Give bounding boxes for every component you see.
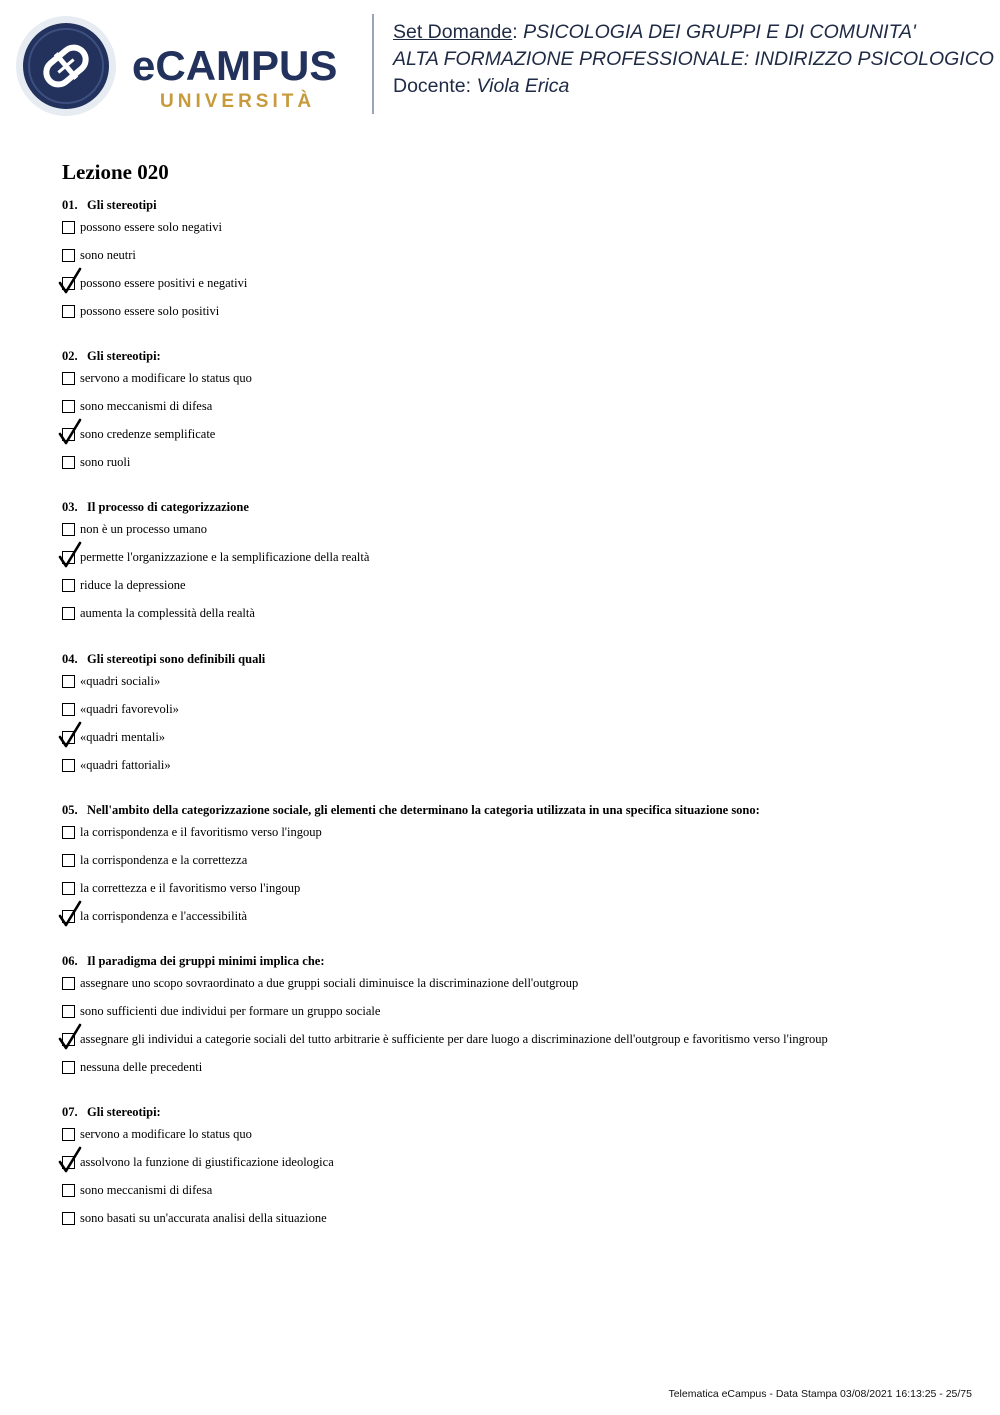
answer-option[interactable] <box>62 999 982 1027</box>
logo-subtext: UNIVERSITÀ <box>160 91 316 112</box>
answer-label: aumenta la complessità della realtà <box>80 606 255 621</box>
answer-option[interactable] <box>62 904 982 932</box>
answer-checkbox[interactable] <box>62 305 75 318</box>
question-label: Gli stereotipi: <box>87 349 161 364</box>
question-label: Il paradigma dei gruppi minimi implica che: <box>87 954 325 968</box>
question-number: 01. <box>62 198 78 212</box>
set-value: PSICOLOGIA DEI GRUPPI E DI COMUNITA' <box>523 21 916 43</box>
answer-checkbox[interactable] <box>62 400 75 413</box>
answer-option[interactable] <box>62 573 982 601</box>
answer-option[interactable] <box>62 725 982 753</box>
question-label: Nell'ambito della categorizzazione sociale, gli elementi che determinano la categoria utilizzata in una specifica situazione sono: <box>87 802 760 817</box>
answer-checkbox[interactable] <box>62 759 75 772</box>
answer-option[interactable] <box>62 1055 982 1083</box>
answer-label: la corrispondenza e il favoritismo verso l'ingoup <box>80 824 322 839</box>
set-line: Set Domande: PSICOLOGIA DEI GRUPPI E DI COMUNITA' <box>393 21 916 43</box>
answer-label: servono a modificare lo status quo <box>80 1127 252 1142</box>
answer-checkbox[interactable] <box>62 1061 75 1074</box>
question-label: Gli stereotipi sono definibili quali <box>87 651 266 666</box>
answer-option[interactable] <box>62 243 982 271</box>
answer-option[interactable] <box>62 1122 982 1150</box>
answer-option[interactable] <box>62 669 982 697</box>
page-footer: Telematica eCampus - Data Stampa 03/08/2021 16:13:25 - 25/75 <box>668 1388 972 1400</box>
answer-checkbox[interactable] <box>62 977 75 990</box>
question-block <box>62 497 982 629</box>
question-number: 02. <box>62 349 78 364</box>
answer-option[interactable] <box>62 848 982 876</box>
question-number: 07. <box>62 1105 78 1120</box>
question-label: Gli stereotipi <box>87 198 157 212</box>
question-block <box>62 649 982 781</box>
question-block <box>62 346 982 478</box>
header-info <box>393 19 994 100</box>
answer-label: assegnare gli individui a categorie sociali del tutto arbitrarie è sufficiente per dare luogo a discriminazione dell'outgroup e favoritismo verso l'ingroup <box>80 1032 828 1046</box>
question-number: 05. <box>62 802 78 817</box>
answer-option[interactable] <box>62 394 982 422</box>
ecampus-logo <box>14 14 354 118</box>
answer-label: sono credenze semplificate <box>80 427 216 442</box>
answer-option[interactable] <box>62 753 982 781</box>
course-name: ALTA FORMAZIONE PROFESSIONALE: INDIRIZZO PSICOLOGICO <box>393 48 994 70</box>
answer-option[interactable] <box>62 299 982 327</box>
answer-label: sono meccanismi di difesa <box>80 1183 213 1198</box>
logo-wordmark: eCAMPUS <box>132 42 338 89</box>
question-number: 06. <box>62 954 78 968</box>
answer-label: «quadri fattoriali» <box>80 757 171 772</box>
answer-label: la corrispondenza e l'accessibilità <box>80 908 248 923</box>
question-text <box>62 649 982 669</box>
answer-checkbox[interactable] <box>62 456 75 469</box>
answer-label: possono essere positivi e negativi <box>80 276 248 290</box>
teacher-line: Docente: Viola Erica <box>393 75 570 97</box>
answer-checkbox[interactable] <box>62 675 75 688</box>
answer-label: la correttezza e il favoritismo verso l'ingoup <box>80 880 301 895</box>
answer-checkbox[interactable] <box>62 854 75 867</box>
answer-checkbox[interactable] <box>62 607 75 620</box>
answer-checkbox[interactable] <box>62 1212 75 1225</box>
question-text <box>62 951 982 971</box>
answer-checkbox[interactable] <box>62 826 75 839</box>
set-label: Set Domande <box>393 21 513 43</box>
answer-label: sono ruoli <box>80 455 131 470</box>
answer-label: possono essere solo positivi <box>80 304 220 318</box>
question-label: Il processo di categorizzazione <box>87 500 249 515</box>
question-text <box>62 195 982 215</box>
answer-label: sono meccanismi di difesa <box>80 399 213 414</box>
answer-option[interactable] <box>62 1027 982 1055</box>
answer-option[interactable] <box>62 1178 982 1206</box>
question-block <box>62 800 982 932</box>
answer-option[interactable] <box>62 876 982 904</box>
answer-option[interactable] <box>62 215 982 243</box>
answer-checkbox[interactable] <box>62 1128 75 1141</box>
answer-label: la corrispondenza e la correttezza <box>80 852 248 867</box>
answer-checkbox[interactable] <box>62 882 75 895</box>
answer-checkbox[interactable] <box>62 579 75 592</box>
question-text <box>62 1102 982 1122</box>
answer-checkbox[interactable] <box>62 249 75 262</box>
answer-checkbox[interactable] <box>62 1184 75 1197</box>
answer-label: possono essere solo negativi <box>80 220 222 234</box>
answer-label: nessuna delle precedenti <box>80 1060 203 1074</box>
teacher-value: Viola Erica <box>476 75 570 97</box>
answer-checkbox[interactable] <box>62 1005 75 1018</box>
answer-option[interactable] <box>62 366 982 394</box>
answer-label: sono sufficienti due individui per formare un gruppo sociale <box>80 1004 381 1018</box>
answer-option[interactable] <box>62 697 982 725</box>
answer-label: «quadri sociali» <box>80 673 161 688</box>
answer-option[interactable] <box>62 517 982 545</box>
teacher-label: Docente <box>393 75 466 97</box>
question-block <box>62 951 982 1083</box>
question-block <box>62 1102 982 1234</box>
answer-label: «quadri favorevoli» <box>80 701 179 716</box>
answer-label: sono neutri <box>80 248 136 262</box>
answer-label: «quadri mentali» <box>80 729 166 744</box>
question-text <box>62 497 982 517</box>
answer-label: non è un processo umano <box>80 522 208 537</box>
course-line <box>393 46 994 73</box>
question-number: 04. <box>62 651 78 666</box>
answer-option[interactable] <box>62 422 982 450</box>
answer-option[interactable] <box>62 1206 982 1234</box>
answer-label: assegnare uno scopo sovraordinato a due gruppi sociali diminuisce la discriminazione dell'outgroup <box>80 976 579 990</box>
answer-option[interactable] <box>62 271 982 299</box>
answer-label: permette l'organizzazione e la semplificazione della realtà <box>80 550 370 565</box>
answer-option[interactable] <box>62 450 982 478</box>
answer-checkbox[interactable] <box>62 221 75 234</box>
answer-label: sono basati su un'accurata analisi della situazione <box>80 1211 327 1226</box>
answer-checkbox[interactable] <box>62 372 75 385</box>
answer-label: riduce la depressione <box>80 578 186 593</box>
question-number: 03. <box>62 500 78 515</box>
lesson-title: Lezione 020 <box>62 160 169 184</box>
answer-checkbox[interactable] <box>62 703 75 716</box>
answer-label: assolvono la funzione di giustificazione ideologica <box>80 1155 334 1170</box>
answer-checkbox[interactable] <box>62 523 75 536</box>
answer-option[interactable] <box>62 971 982 999</box>
answer-option[interactable] <box>62 820 982 848</box>
answer-option[interactable] <box>62 1150 982 1178</box>
answer-label: servono a modificare lo status quo <box>80 371 252 386</box>
question-text <box>62 346 982 366</box>
answer-option[interactable] <box>62 545 982 573</box>
page-header <box>0 0 1000 130</box>
question-label: Gli stereotipi: <box>87 1105 161 1120</box>
question-block <box>62 195 982 327</box>
question-text <box>62 800 982 820</box>
answer-option[interactable] <box>62 601 982 629</box>
header-divider <box>372 14 374 114</box>
